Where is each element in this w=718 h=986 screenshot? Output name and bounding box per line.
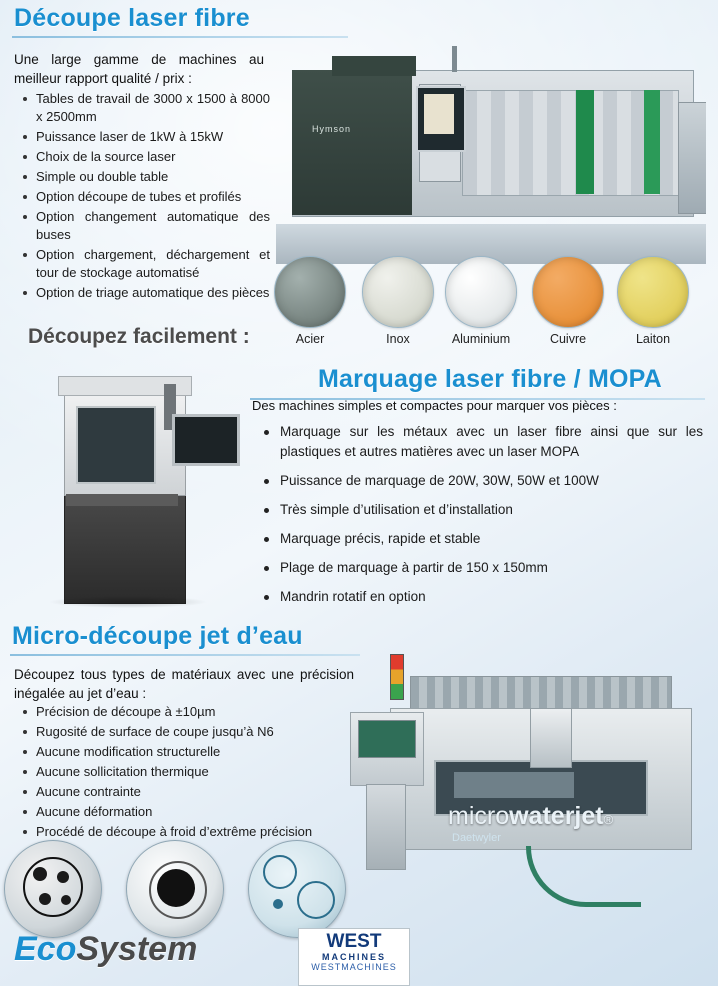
- list-item: Option chargement, déchargement et tour de stockage automatisé: [18, 246, 270, 282]
- list-item: Aucune sollicitation thermique: [18, 763, 358, 781]
- material-label: Acier: [295, 332, 325, 346]
- logo-line-2: MACHINES: [321, 952, 386, 962]
- list-item: Aucune modification structurelle: [18, 743, 358, 761]
- machine-enclosure: [292, 70, 412, 215]
- material-label: Aluminium: [451, 332, 511, 346]
- control-pillar: [366, 784, 406, 870]
- sample-hole: [57, 871, 69, 883]
- marking-machine-photo: [36, 370, 251, 610]
- sample-ring: [149, 861, 207, 919]
- machine-control-screen: [424, 94, 454, 134]
- list-item: Marquage précis, rapide et stable: [258, 529, 703, 549]
- keyboard-tray: [66, 494, 178, 506]
- machine-enclosure-top: [332, 56, 416, 76]
- material-inox: [362, 256, 434, 346]
- sample-ring: [297, 881, 335, 919]
- brand-prefix: Eco: [14, 930, 77, 968]
- material-swatch: [617, 256, 689, 328]
- list-item: Plage de marquage à partir de 150 x 150mm: [258, 558, 703, 578]
- material-laiton: [617, 256, 689, 346]
- cnc-screen: [358, 720, 416, 758]
- material-acier: [274, 256, 346, 346]
- list-item: Précision de découpe à ±10µm: [18, 703, 358, 721]
- sample-part-photo-1: [4, 840, 102, 938]
- material-swatch: [532, 256, 604, 328]
- waterjet-bullets: [18, 703, 358, 843]
- laser-fibre-lead: Une large gamme de machines au meilleur rapport qualité / prix :: [14, 52, 264, 86]
- laser-fibre-bullets: [18, 90, 270, 304]
- material-aluminium: [445, 256, 517, 346]
- machine-brand-mark: ®: [603, 812, 614, 827]
- machine-base: [64, 490, 186, 604]
- section-title-waterjet: Micro-découpe jet d’eau: [12, 622, 303, 650]
- sample-hole: [61, 895, 71, 905]
- sample-part-photo-3: [248, 840, 346, 938]
- machine-brand-label: [448, 802, 613, 831]
- waterjet-lead: Découpez tous types de matériaux avec une précision inégalée au jet d’eau :: [14, 667, 354, 701]
- material-swatch: [362, 256, 434, 328]
- laser-fibre-subtitle: Découpez facilement :: [28, 325, 250, 348]
- list-item: Choix de la source laser: [18, 148, 270, 166]
- cutting-head: [530, 708, 572, 768]
- machine-door-window: [76, 406, 156, 484]
- laser-cutting-machine-photo: [276, 42, 706, 264]
- logo-line-1: WEST: [326, 931, 382, 952]
- list-item: Rugosité de surface de coupe jusqu’à N6: [18, 723, 358, 741]
- marquage-bullets: [258, 422, 703, 616]
- machine-accent-panel: [576, 90, 594, 194]
- material-label: Cuivre: [549, 332, 587, 346]
- sample-part-photo-2: [126, 840, 224, 938]
- list-item: Mandrin rotatif en option: [258, 587, 703, 607]
- section-title-laser-fibre: Découpe laser fibre: [14, 4, 250, 32]
- sample-hole: [273, 899, 283, 909]
- list-item: Marquage sur les métaux avec un laser fibre ainsi que sur les plastiques et autres matières avec un laser MOPA: [258, 422, 703, 462]
- material-label: Inox: [386, 332, 410, 346]
- material-label: Laiton: [635, 332, 671, 346]
- west-machines-logo: [298, 928, 410, 986]
- sample-hole: [39, 893, 51, 905]
- monitor-screen: [172, 414, 240, 466]
- cutting-table: [454, 772, 574, 798]
- hose: [526, 846, 641, 907]
- brand-main: System: [76, 930, 198, 968]
- material-swatch: [274, 256, 346, 328]
- section-rule-3: [10, 654, 360, 656]
- sample-ring: [263, 855, 297, 889]
- section-title-marquage: Marquage laser fibre / MOPA: [318, 365, 662, 393]
- list-item: Tables de travail de 3000 x 1500 à 8000 x 2500mm: [18, 90, 270, 126]
- list-item: Procédé de découpe à froid d’extrême précision: [18, 823, 358, 841]
- list-item: Puissance de marquage de 20W, 30W, 50W et 100W: [258, 471, 703, 491]
- brand-ecosystem: [14, 930, 197, 969]
- machine-subbrand-label: Daetwyler: [452, 832, 501, 844]
- marquage-lead: Des machines simples et compactes pour marquer vos pièces :: [252, 398, 617, 413]
- logo-line-3: WESTMACHINES: [311, 962, 397, 972]
- list-item: Aucune contrainte: [18, 783, 358, 801]
- machine-mast: [452, 46, 457, 72]
- machine-accent-panel: [644, 90, 660, 194]
- machine-tower: [678, 102, 706, 214]
- list-item: Option de triage automatique des pièces: [18, 284, 270, 302]
- list-item: Très simple d’utilisation et d’installation: [258, 500, 703, 520]
- waterjet-machine-photo: [330, 650, 710, 912]
- machine-logo: Hymson: [312, 124, 352, 134]
- machine-brand-prefix: micro: [448, 802, 510, 830]
- list-item: Puissance laser de 1kW à 15kW: [18, 128, 270, 146]
- list-item: Option découpe de tubes et profilés: [18, 188, 270, 206]
- material-cuivre: [532, 256, 604, 346]
- machine-brand-suffix: waterjet: [509, 802, 604, 830]
- material-swatch: [445, 256, 517, 328]
- list-item: Simple ou double table: [18, 168, 270, 186]
- photo-shadow: [48, 596, 208, 608]
- sample-ring: [23, 857, 83, 917]
- list-item: Aucune déformation: [18, 803, 358, 821]
- section-rule-1: [12, 36, 348, 38]
- sample-hole: [33, 867, 47, 881]
- list-item: Option changement automatique des buses: [18, 208, 270, 244]
- signal-lamp: [390, 654, 404, 700]
